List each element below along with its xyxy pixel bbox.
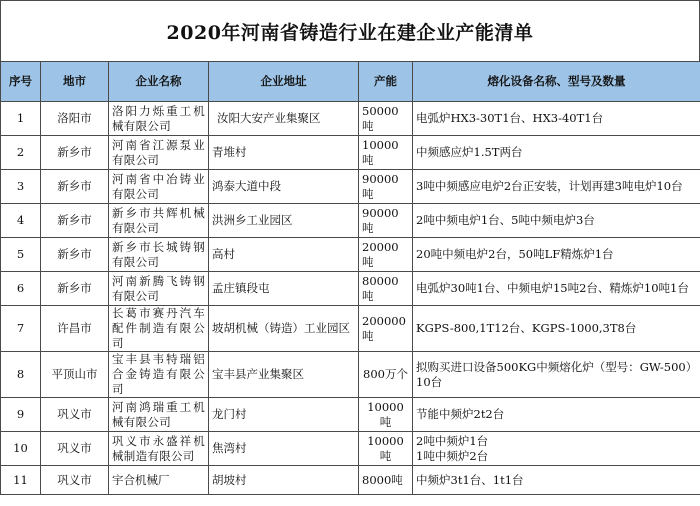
cell-cap: 90000吨 — [359, 170, 413, 204]
table-row — [1, 102, 700, 136]
cell-name: 宇合机械厂 — [109, 466, 209, 495]
cell-city: 许昌市 — [41, 306, 109, 352]
table-row — [1, 204, 700, 238]
table-row — [1, 238, 700, 272]
cell-addr: 宝丰县产业集聚区 — [209, 352, 359, 398]
cell-addr: 汝阳大安产业集聚区 — [209, 102, 359, 136]
document-title: 2020年河南省铸造行业在建企业产能清单 — [166, 21, 534, 44]
cell-no: 10 — [1, 432, 41, 466]
cell-no: 11 — [1, 466, 41, 495]
table-row — [1, 306, 700, 352]
cell-equipment: 中频感应炉1.5T两台 — [413, 136, 700, 170]
cell-name: 新乡市长城铸钢有限公司 — [109, 238, 209, 272]
equipment-line: 1吨中频炉2台 — [416, 448, 489, 463]
cell-cap: 8000吨 — [359, 466, 413, 495]
cell-no: 1 — [1, 102, 41, 136]
cell-no: 4 — [1, 204, 41, 238]
cell-addr: 高村 — [209, 238, 359, 272]
cell-cap: 50000吨 — [359, 102, 413, 136]
cell-city: 新乡市 — [41, 272, 109, 306]
table-row — [1, 272, 700, 306]
cell-city: 新乡市 — [41, 170, 109, 204]
cell-cap: 20000吨 — [359, 238, 413, 272]
cell-name: 长葛市赛丹汽车配件制造有限公司 — [109, 306, 209, 352]
cell-equipment: KGPS-800,1T12台、KGPS-1000,3T8台 — [413, 306, 700, 352]
cell-no: 8 — [1, 352, 41, 398]
table-row — [1, 432, 700, 466]
cell-equipment: 2吨中频电炉1台、5吨中频电炉3台 — [413, 204, 700, 238]
table-row — [1, 352, 700, 398]
cell-equipment: 电弧炉30吨1台、中频电炉15吨2台、精炼炉10吨1台 — [413, 272, 700, 306]
cell-no: 7 — [1, 306, 41, 352]
cell-name: 宝丰县韦特瑞铝合金铸造有限公司 — [109, 352, 209, 398]
cell-city: 平顶山市 — [41, 352, 109, 398]
cell-city: 新乡市 — [41, 136, 109, 170]
cell-addr: 坡胡机械（铸造）工业园区 — [209, 306, 359, 352]
cell-addr: 鸿泰大道中段 — [209, 170, 359, 204]
cell-name: 巩义市永盛祥机械制造有限公司 — [109, 432, 209, 466]
cell-cap: 200000吨 — [359, 306, 413, 352]
cell-cap: 80000吨 — [359, 272, 413, 306]
cell-equipment: 3吨中频感应电炉2台正安装，计划再建3吨电炉10台 — [413, 170, 700, 204]
cell-equipment: 拟购买进口设备500KG中频熔化炉（型号：GW-500）10台 — [413, 352, 700, 398]
cell-name: 河南省中冶铸业有限公司 — [109, 170, 209, 204]
header-addr: 企业地址 — [209, 62, 359, 102]
cell-cap: 10000吨 — [359, 136, 413, 170]
capacity-table — [0, 61, 700, 495]
equipment-line: 2吨中频炉1台 — [416, 433, 489, 448]
cell-no: 3 — [1, 170, 41, 204]
cell-name: 洛阳力烁重工机械有限公司 — [109, 102, 209, 136]
cell-no: 9 — [1, 398, 41, 432]
cell-city: 新乡市 — [41, 204, 109, 238]
header-cap: 产能 — [359, 62, 413, 102]
cell-addr: 孟庄镇段屯 — [209, 272, 359, 306]
cell-city: 巩义市 — [41, 466, 109, 495]
header-equipment: 熔化设备名称、型号及数量 — [413, 62, 700, 102]
table-row — [1, 136, 700, 170]
header-no: 序号 — [1, 62, 41, 102]
cell-addr: 龙门村 — [209, 398, 359, 432]
title-bar — [0, 0, 700, 61]
cell-cap: 10000吨 — [359, 398, 413, 432]
table-row — [1, 170, 700, 204]
cell-name: 新乡市共辉机械有限公司 — [109, 204, 209, 238]
cell-cap: 800万个 — [359, 352, 413, 398]
cell-equipment: 节能中频炉2t2台 — [413, 398, 700, 432]
header-row — [1, 62, 700, 102]
cell-name: 河南鸿瑞重工机械有限公司 — [109, 398, 209, 432]
cell-equipment — [413, 432, 700, 466]
cell-addr: 焦湾村 — [209, 432, 359, 466]
cell-city: 新乡市 — [41, 238, 109, 272]
cell-equipment: 20吨中频电炉2台，50吨LF精炼炉1台 — [413, 238, 700, 272]
cell-equipment: 电弧炉HX3-30T1台、HX3-40T1台 — [413, 102, 700, 136]
cell-name: 河南省江源泵业有限公司 — [109, 136, 209, 170]
header-name: 企业名称 — [109, 62, 209, 102]
cell-no: 5 — [1, 238, 41, 272]
cell-city: 洛阳市 — [41, 102, 109, 136]
header-city: 地市 — [41, 62, 109, 102]
cell-no: 2 — [1, 136, 41, 170]
cell-city: 巩义市 — [41, 398, 109, 432]
table-row — [1, 398, 700, 432]
cell-no: 6 — [1, 272, 41, 306]
cell-city: 巩义市 — [41, 432, 109, 466]
cell-addr: 洪洲乡工业园区 — [209, 204, 359, 238]
cell-cap: 10000吨 — [359, 432, 413, 466]
cell-addr: 青堆村 — [209, 136, 359, 170]
cell-cap: 90000吨 — [359, 204, 413, 238]
table-row — [1, 466, 700, 495]
cell-name: 河南新腾飞铸钢有限公司 — [109, 272, 209, 306]
cell-addr: 胡坡村 — [209, 466, 359, 495]
cell-equipment: 中频炉3t1台、1t1台 — [413, 466, 700, 495]
